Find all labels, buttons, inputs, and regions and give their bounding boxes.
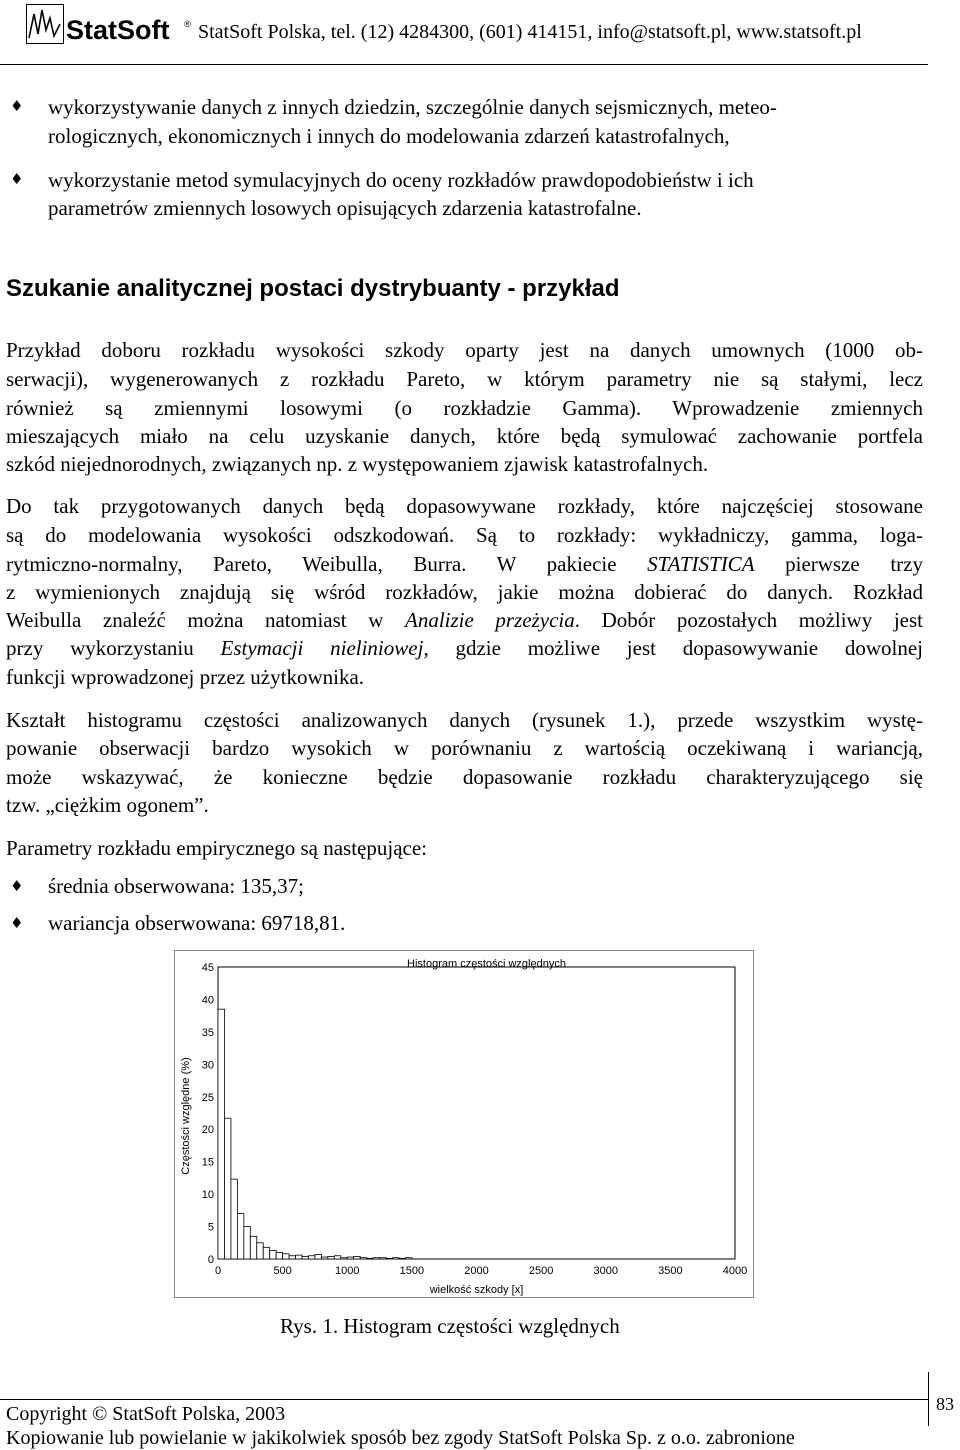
histogram-bar <box>237 1214 243 1259</box>
histogram-bar <box>360 1258 366 1259</box>
x-tick-label: 2000 <box>464 1265 489 1277</box>
y-tick-label: 25 <box>201 1091 214 1104</box>
footer-notice: Kopiowanie lub powielanie w jakikolwiek sposób bez zgody StatSoft Polska Sp. z o.o. zabronione <box>6 1427 795 1449</box>
diamond-bullet-icon: ♦ <box>10 914 24 932</box>
histogram-bar <box>347 1257 353 1259</box>
p2-line-5: Weibulla znaleźć można natomiast w Analizie przeżycia. Dobór pozostałych możliwy jest <box>6 608 923 632</box>
logo-wordmark: StatSoft <box>66 15 170 45</box>
stat-mean: średnia obserwowana: 135,37; <box>48 874 305 898</box>
footer-copyright: Copyright © StatSoft Polska, 2003 <box>6 1403 286 1425</box>
y-tick-label: 20 <box>201 1124 214 1137</box>
intro-bullet-2-line-2: parametrów zmiennych losowych opisujących zdarzenia katastrofalne. <box>48 196 642 220</box>
x-tick-label: 3000 <box>593 1265 618 1277</box>
histogram-bar <box>341 1258 347 1259</box>
intro-bullet-2-line-1: wykorzystanie metod symulacyjnych do oceny rozkładów prawdopodobieństw i ich <box>48 168 754 192</box>
histogram-bar <box>334 1256 340 1259</box>
p1-line-3: również są zmiennymi losowymi (o rozkładzie Gamma). Wprowadzenie zmiennych <box>6 396 923 420</box>
histogram-bar <box>367 1258 373 1259</box>
diamond-bullet-icon: ♦ <box>10 877 24 895</box>
footer-vertical-rule <box>928 1372 929 1426</box>
histogram-bar <box>321 1257 327 1259</box>
x-tick-label: 3500 <box>658 1265 683 1277</box>
histogram-svg <box>175 951 753 1297</box>
intro-bullet-1-line-2: rologicznych, ekonomicznych i innych do modelowania zdarzeń katastrofalnych, <box>48 124 730 148</box>
histogram-bar <box>289 1256 295 1259</box>
p2-line-7: funkcji wprowadzonej przez użytkownika. <box>6 665 365 689</box>
x-axis-label: wielkość szkody [x] <box>429 1284 524 1296</box>
statsoft-logo-icon <box>26 4 64 44</box>
x-tick-label: 1000 <box>335 1265 360 1277</box>
stat-variance: wariancja obserwowana: 69718,81. <box>48 911 346 935</box>
histogram-bar <box>250 1236 256 1259</box>
x-tick-label: 500 <box>273 1265 292 1277</box>
histogram-bar <box>399 1258 405 1259</box>
histogram-bar <box>263 1247 269 1259</box>
survival-analysis-term: Analizie przeżycia <box>405 608 575 632</box>
histogram-bar <box>276 1253 282 1259</box>
histogram-bar <box>328 1256 334 1259</box>
histogram-bar <box>405 1258 411 1259</box>
y-tick-label: 30 <box>201 1059 214 1072</box>
histogram-bar <box>373 1258 379 1259</box>
section-heading: Szukanie analitycznej postaci dystrybuanty - przykład <box>6 275 620 302</box>
y-tick-label: 40 <box>201 994 214 1007</box>
p3-line-3: może wskazywać, że konieczne będzie dopasowanie rozkładu charakteryzującego się <box>6 765 923 789</box>
histogram-bar <box>283 1254 289 1259</box>
statistica-product-name: STATISTICA <box>647 552 755 576</box>
p1-line-5: szkód niejednorodnych, związanych np. z występowaniem zjawisk katastrofalnych. <box>6 452 709 476</box>
footer-rule <box>0 1399 928 1400</box>
header-contact: StatSoft Polska, tel. (12) 4284300, (601) 414151, info@statsoft.pl, www.statsoft.pl <box>198 21 862 43</box>
x-tick-label: 2500 <box>528 1265 554 1277</box>
histogram-bar <box>270 1251 276 1259</box>
histogram-bar <box>354 1256 360 1259</box>
x-tick-label: 1500 <box>399 1265 425 1277</box>
intro-bullet-1-line-1: wykorzystywanie danych z innych dziedzin, szczególnie danych sejsmicznych, meteo- <box>48 95 777 119</box>
histogram-bar <box>257 1243 263 1259</box>
histogram-bar <box>380 1258 386 1259</box>
page-number: 83 <box>936 1394 954 1414</box>
nonlinear-estimation-term: Estymacji nieliniowej <box>220 636 424 660</box>
histogram-bar <box>308 1256 314 1259</box>
p3-line-2: powanie obserwacji bardzo wysokich w porównaniu z wartością oczekiwaną i wariancją, <box>6 736 923 760</box>
histogram-bar <box>218 1009 224 1259</box>
histogram-bar <box>231 1179 237 1259</box>
histogram-bar <box>296 1255 302 1259</box>
histogram-bar <box>302 1256 308 1259</box>
histogram-bar <box>244 1227 250 1259</box>
p2-line-2: są do modelowania wysokości odszkodowań. Są to rozkłady: wykładniczy, gamma, loga- <box>6 523 923 547</box>
histogram-bar <box>224 1118 230 1259</box>
p4-line-1: Parametry rozkładu empirycznego są następujące: <box>6 836 427 860</box>
histogram-bar <box>386 1258 392 1259</box>
p3-line-4: tzw. „ciężkim ogonem”. <box>6 793 209 817</box>
p3-line-1: Kształt histogramu częstości analizowanych danych (rysunek 1.), przede wszystkim wystę- <box>6 708 923 732</box>
chart-title: Histogram częstości względnych <box>407 958 566 970</box>
p1-line-2: serwacji), wygenerowanych z rozkładu Pareto, w którym parametry nie są stałymi, lecz <box>6 367 923 391</box>
diamond-bullet-icon: ♦ <box>10 97 24 115</box>
header-rule <box>0 64 928 65</box>
diamond-bullet-icon: ♦ <box>10 170 24 188</box>
p2-line-1: Do tak przygotowanych danych będą dopasowywane rozkłady, które najczęściej stosowane <box>6 494 923 518</box>
y-axis-label: Częstości względne (%) <box>180 1057 192 1175</box>
registered-mark: ® <box>184 19 191 29</box>
p2-line-6: przy wykorzystaniu Estymacji nieliniowej, gdzie możliwe jest dopasowywanie dowolnej <box>6 636 923 660</box>
y-tick-label: 0 <box>207 1254 214 1266</box>
p2-line-3: rytmiczno-normalny, Pareto, Weibulla, Burra. W pakiecie STATISTICA pierwsze trzy <box>6 552 923 576</box>
page-header <box>0 0 960 66</box>
p2-line-4: z wymienionych znajdują się wśród rozkładów, jakie można dobierać do danych. Rozkład <box>6 580 923 604</box>
y-tick-label: 35 <box>201 1026 214 1039</box>
histogram-chart <box>174 950 754 1298</box>
y-tick-label: 15 <box>201 1156 214 1169</box>
p1-line-1: Przykład doboru rozkładu wysokości szkody oparty jest na danych umownych (1000 ob- <box>6 338 923 362</box>
y-tick-label: 10 <box>201 1189 214 1202</box>
figure-caption: Rys. 1. Histogram częstości względnych <box>280 1314 620 1338</box>
x-tick-label: 4000 <box>722 1265 748 1277</box>
x-tick-label: 0 <box>214 1265 222 1277</box>
histogram-bar <box>392 1258 398 1259</box>
histogram-bar <box>315 1254 321 1259</box>
y-tick-label: 45 <box>201 962 214 974</box>
plot-frame <box>218 967 735 1259</box>
y-tick-label: 5 <box>207 1221 214 1234</box>
p1-line-4: mieszających miało na celu uzyskanie danych, które będą symulować zachowanie portfela <box>6 424 923 448</box>
